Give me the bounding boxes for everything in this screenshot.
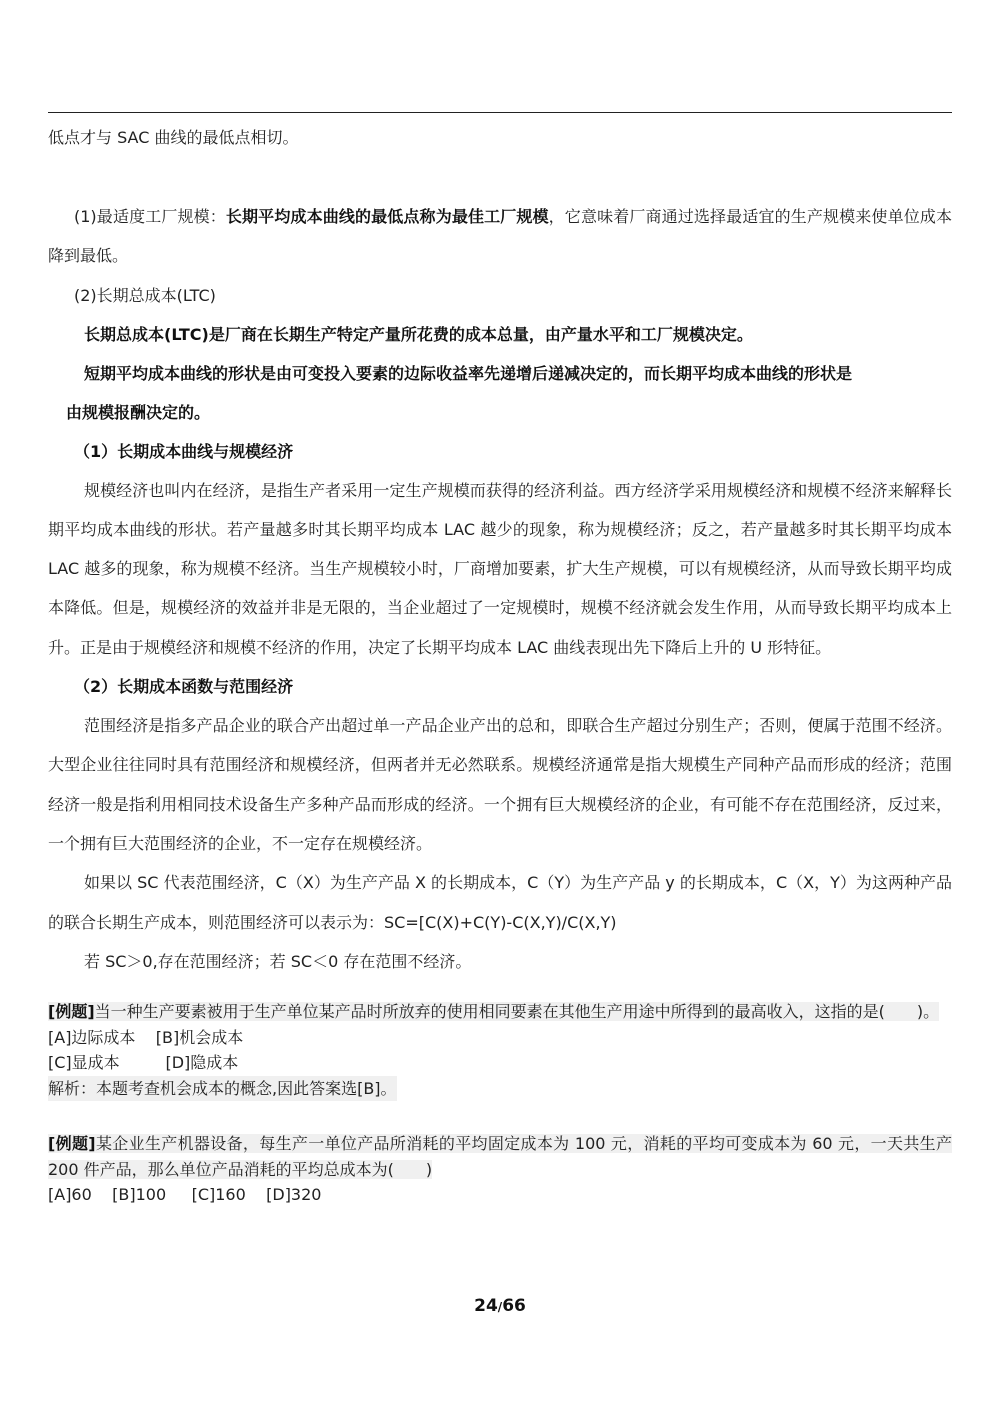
example-2-tag: [例题] — [48, 1134, 96, 1154]
section2-body-2: 如果以 SC 代表范围经济，C（X）为生产产品 X 的长期成本，C（Y）为生产产品 y 的长期成本，C（X，Y）为这两种产品的联合长期生产成本，则范围经济可以表示为：SC=[C(X)+C(Y)-C(X,Y)/C(X,Y) — [48, 873, 952, 932]
header-rule — [48, 112, 952, 113]
example-1-analysis: 解析：本题考查机会成本的概念,因此答案选[B]。 — [48, 1076, 397, 1102]
ltc-heading: (2)长期总成本(LTC) — [74, 285, 216, 305]
example-2-question — [48, 1131, 952, 1182]
page-separator: / — [497, 1300, 503, 1314]
example-2-option-a: [A]60 — [48, 1185, 92, 1205]
page-current: 24 — [474, 1296, 498, 1316]
example-1-option-c: [C]显成本 — [48, 1053, 120, 1073]
example-1-option-a: [A]边际成本 — [48, 1027, 136, 1047]
example-1-options-row-2 — [48, 1050, 952, 1076]
carryover-line: 低点才与 SAC 曲线的最低点相切。 — [48, 128, 299, 147]
example-1-tag: [例题] — [48, 1002, 95, 1022]
section1-body: 规模经济也叫内在经济，是指生产者采用一定生产规模而获得的经济利益。西方经济学采用规模经济和规模不经济来解释长期平均成本曲线的形状。若产量越多时其长期平均成本 LAC 越少的现象，称为规模经济；反之，若产量越多时其长期平均成本 LAC 越多的现象，称为规模不经济。当生产规模较小时，厂商增加要素，扩大生产规模，可以有规模经济，从而导致长期平均成本降低。但是，规模经济的效益并非是无限的，当企业超过了一定规模时，规模不经济就会发生作用，从而导致长期平均成本上升。正是由于规模经济和规模不经济的作用，决定了长期平均成本 LAC 曲线表现出先下降后上升的 U 形特征。 — [48, 480, 952, 657]
ltc-definition: 长期总成本(LTC)是厂商在长期生产特定产量所花费的成本总量，由产量水平和工厂规模决定。 — [84, 324, 753, 344]
example-1-question-text: 当一种生产要素被用于生产单位某产品时所放弃的使用相同要素在其他生产用途中所得到的最高收入，这指的是( )。 — [94, 1002, 940, 1022]
example-1 — [48, 999, 952, 1101]
example-2 — [48, 1131, 952, 1208]
example-1-question — [48, 999, 952, 1025]
optimal-scale-suffix: ，它意味着厂商通过选择最适宜的生产规模来使单位成本降到最低。 — [48, 207, 952, 266]
example-2-option-d: [D]320 — [266, 1185, 322, 1205]
example-2-question-text: 某企业生产机器设备，每生产一单位产品所消耗的平均固定成本为 100 元，消耗的平均可变成本为 60 元，一天共生产 200 件产品，那么单位产品消耗的平均总成本为( ) — [48, 1134, 952, 1179]
section1-heading: （1）长期成本曲线与规模经济 — [74, 441, 294, 461]
shape-note-line-1: 短期平均成本曲线的形状是由可变投入要素的边际收益率先递增后递减决定的，而长期平均成本曲线的形状是 — [84, 363, 853, 383]
example-2-option-b: [B]100 — [112, 1185, 167, 1205]
section2-heading: （2）长期成本函数与范围经济 — [74, 677, 294, 697]
optimal-scale-paragraph — [48, 197, 952, 276]
page-content — [48, 118, 952, 1208]
example-1-option-d: [D]隐成本 — [165, 1053, 239, 1073]
optimal-scale-bold: 长期平均成本曲线的最低点称为最佳工厂规模 — [225, 207, 549, 226]
example-2-option-c: [C]160 — [191, 1185, 246, 1205]
page-total: 66 — [502, 1296, 526, 1316]
example-1-option-b: [B]机会成本 — [155, 1027, 244, 1047]
section2-body-3: 若 SC＞0,存在范围经济；若 SC＜0 存在范围不经济。 — [84, 951, 472, 971]
section2-body-1: 范围经济是指多产品企业的联合产出超过单一产品企业产出的总和，即联合生产超过分别生产；否则，便属于范围不经济。大型企业往往同时具有范围经济和规模经济，但两者并无必然联系。规模经济通常是指大规模生产同种产品而形成的经济；范围经济一般是指利用相同技术设备生产多种产品而形成的经济。一个拥有巨大规模经济的企业，有可能不存在范围经济，反过来，一个拥有巨大范围经济的企业，不一定存在规模经济。 — [48, 716, 952, 853]
example-1-options-row-1 — [48, 1025, 952, 1051]
example-2-options-row — [48, 1182, 952, 1208]
shape-note-line-2: 由规模报酬决定的。 — [66, 402, 211, 422]
page-number — [0, 1296, 1000, 1316]
optimal-scale-prefix: (1)最适度工厂规模： — [74, 207, 226, 226]
